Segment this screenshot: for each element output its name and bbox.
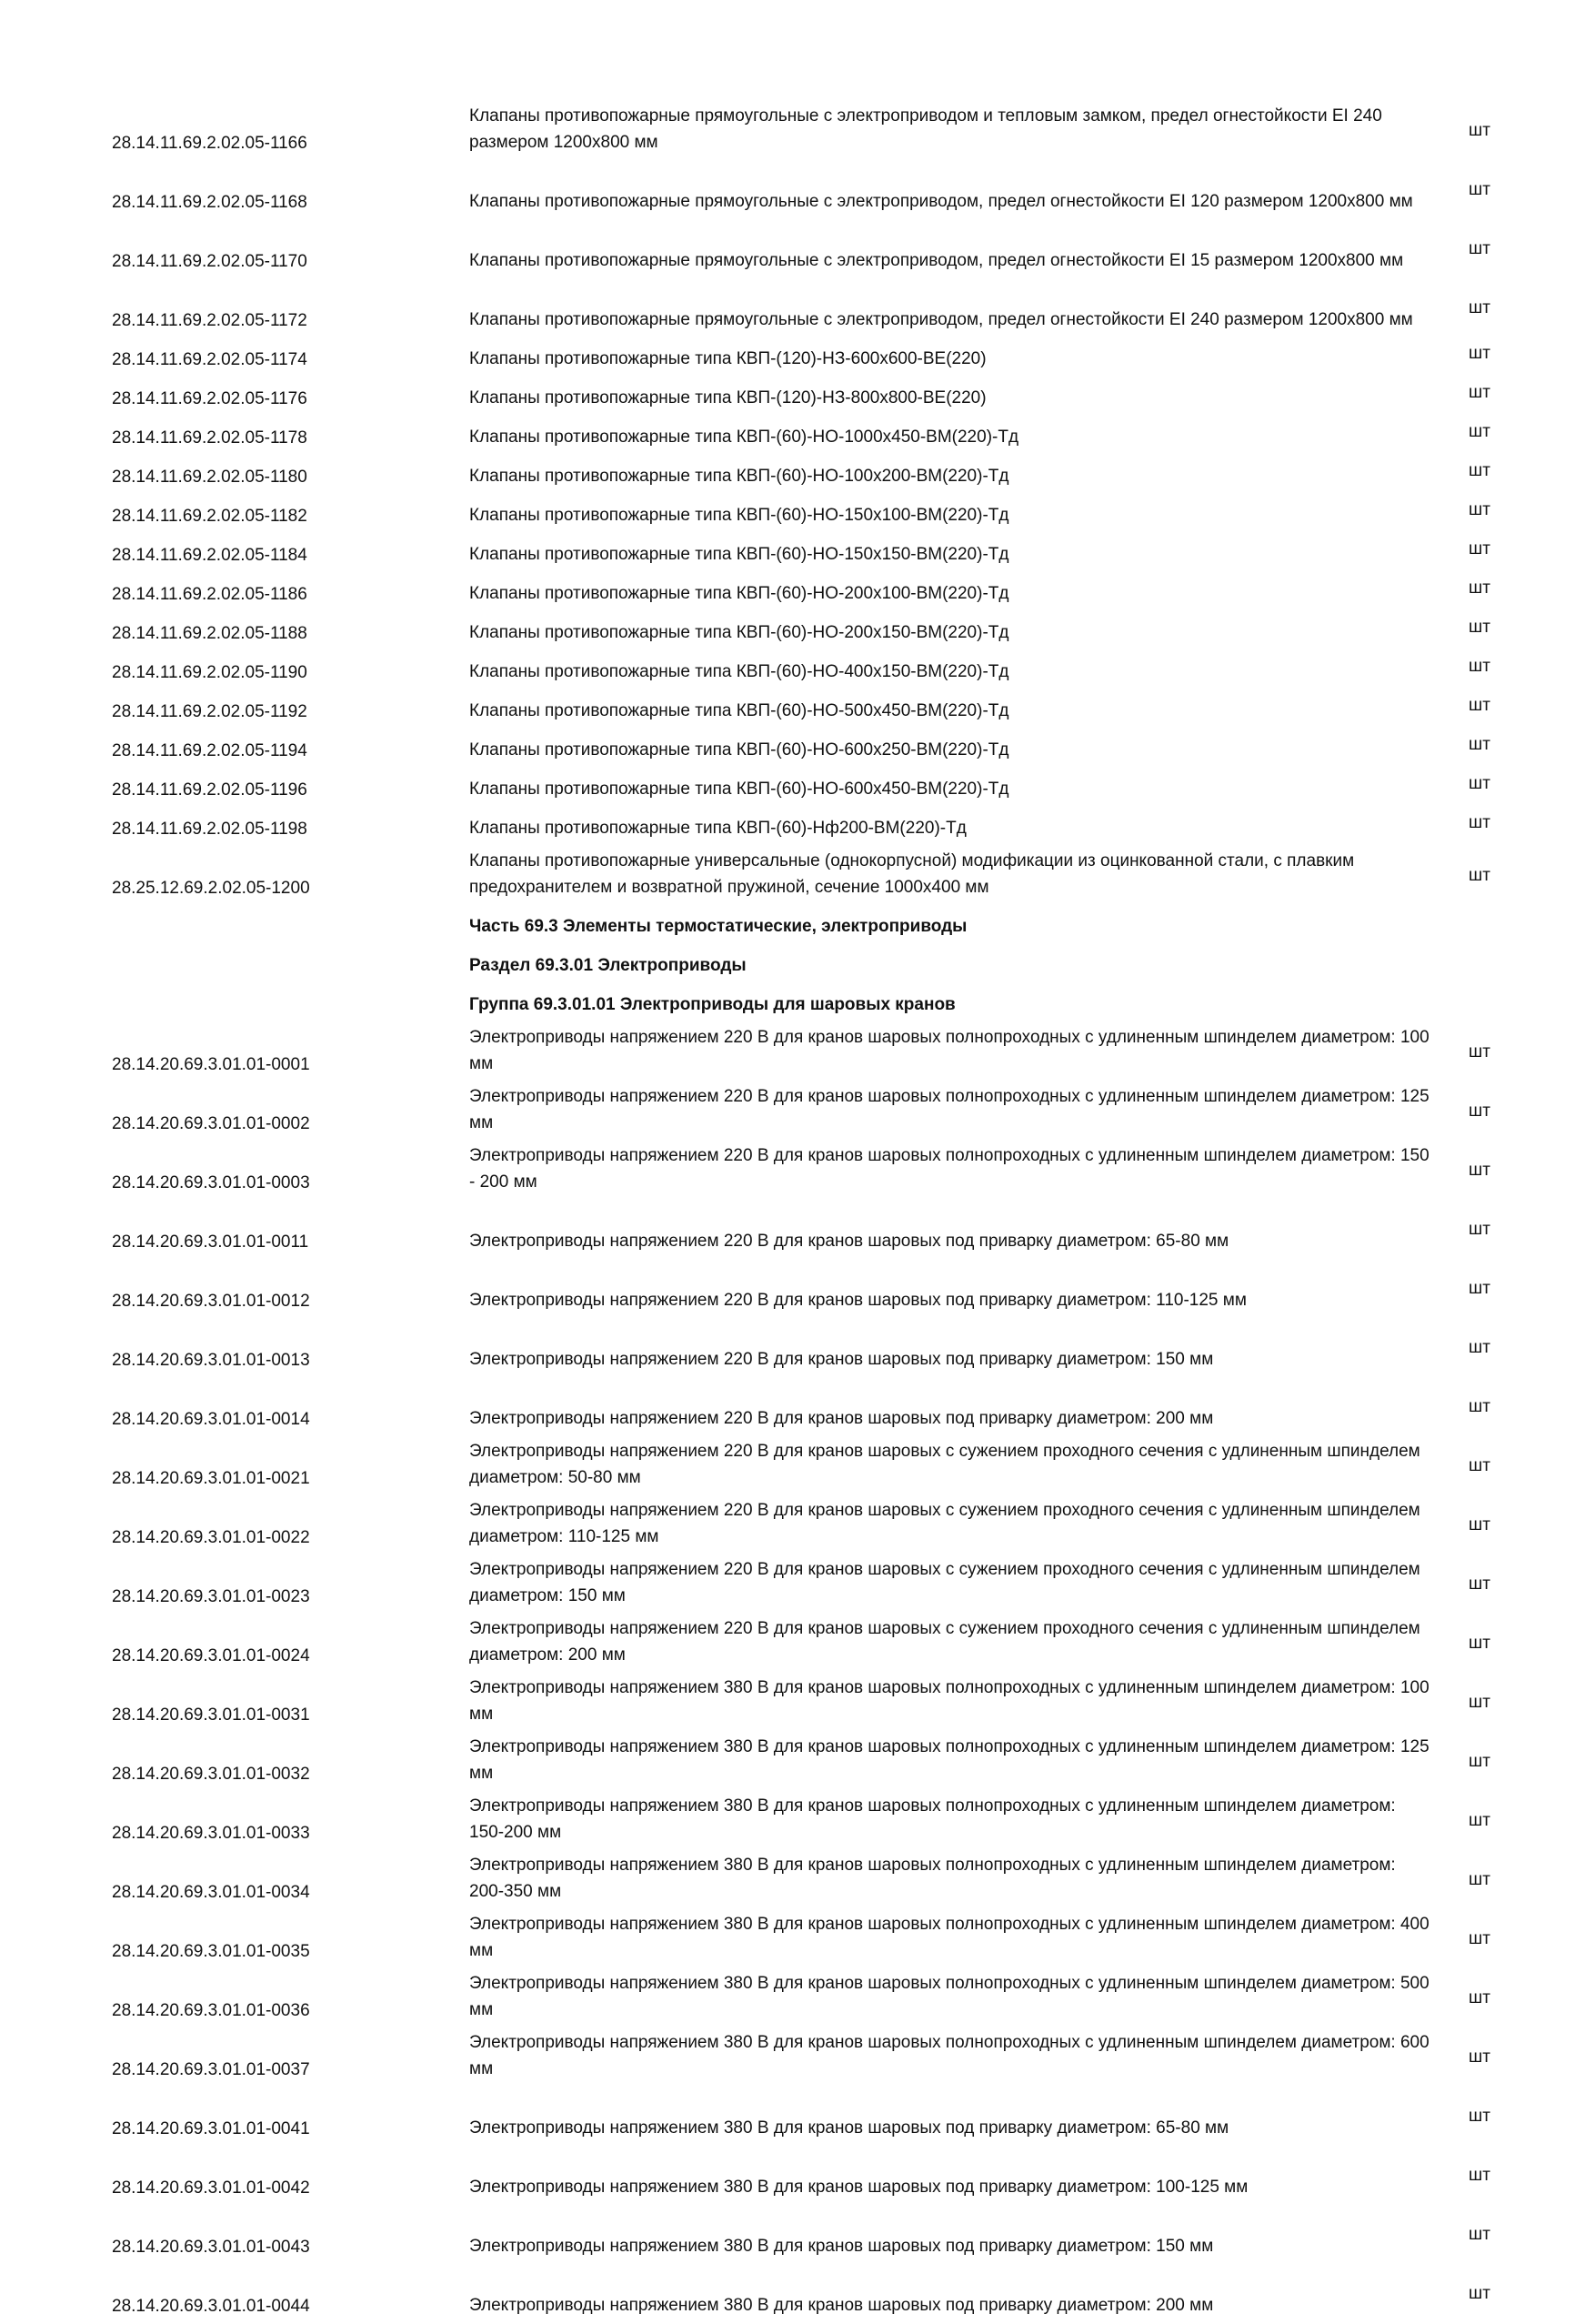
section-heading-row	[0, 945, 1595, 984]
row-unit: шт	[1469, 121, 1490, 140]
row-code: 28.14.11.69.2.02.05-1198	[112, 820, 307, 839]
row-code: 28.14.20.69.3.01.01-0021	[112, 1469, 310, 1488]
table-row	[0, 1910, 1595, 1969]
row-description: Клапаны противопожарные типа КВП-(60)-НО-150х100-ВМ(220)-Тд	[469, 506, 1009, 525]
row-unit: шт	[1469, 239, 1490, 258]
section-heading-row	[0, 984, 1595, 1023]
row-code: 28.14.20.69.3.01.01-0024	[112, 1646, 310, 1665]
row-description: Электроприводы напряжением 380 В для кранов шаровых под приварку диаметром: 150 мм	[469, 2237, 1214, 2256]
row-unit: шт	[1469, 1811, 1490, 1830]
row-description: Электроприводы напряжением 220 В для кранов шаровых под приварку диаметром: 150 мм	[469, 1350, 1214, 1369]
table-row	[0, 1201, 1595, 1260]
row-unit: шт	[1469, 2047, 1490, 2067]
row-description: Электроприводы напряжением 380 В для кранов шаровых полнопроходных с удлиненным шпинделем диаметром: 150-200 мм	[469, 1796, 1396, 1842]
row-code: 28.14.20.69.3.01.01-0033	[112, 1824, 310, 1843]
row-code: 28.14.11.69.2.02.05-1190	[112, 663, 307, 682]
row-description: Электроприводы напряжением 380 В для кранов шаровых полнопроходных с удлиненным шпинделем диаметром: 600 мм	[469, 2033, 1429, 2078]
row-unit: шт	[1469, 735, 1490, 754]
row-code: 28.14.11.69.2.02.05-1182	[112, 507, 307, 526]
row-description: Клапаны противопожарные типа КВП-(60)-НО-1000х450-ВМ(220)-Тд	[469, 428, 1019, 447]
row-unit: шт	[1469, 1752, 1490, 1771]
row-code: 28.14.20.69.3.01.01-0044	[112, 2297, 310, 2316]
row-code: 28.14.11.69.2.02.05-1168	[112, 193, 307, 212]
row-code: 28.14.20.69.3.01.01-0003	[112, 1173, 310, 1192]
row-description: Электроприводы напряжением 380 В для кранов шаровых полнопроходных с удлиненным шпинделем диаметром: 500 мм	[469, 1974, 1429, 2019]
row-code: 28.14.20.69.3.01.01-0032	[112, 1765, 310, 1784]
row-unit: шт	[1469, 2107, 1490, 2126]
row-description: Электроприводы напряжением 220 В для кранов шаровых под приварку диаметром: 110-125 мм	[469, 1291, 1247, 1310]
row-code: 28.14.20.69.3.01.01-0037	[112, 2060, 310, 2079]
row-code: 28.14.11.69.2.02.05-1176	[112, 389, 307, 408]
row-unit: шт	[1469, 1338, 1490, 1357]
row-unit: шт	[1469, 1634, 1490, 1653]
row-description: Электроприводы напряжением 220 В для кранов шаровых под приварку диаметром: 65-80 мм	[469, 1232, 1229, 1251]
row-code: 28.14.11.69.2.02.05-1184	[112, 546, 307, 565]
row-description: Электроприводы напряжением 380 В для кранов шаровых полнопроходных с удлиненным шпинделем диаметром: 125 мм	[469, 1737, 1429, 1783]
row-unit: шт	[1469, 1397, 1490, 1416]
row-code: 28.14.20.69.3.01.01-0036	[112, 2001, 310, 2020]
row-description: Электроприводы напряжением 220 В для кранов шаровых полнопроходных с удлиненным шпинделем диаметром: 125 мм	[469, 1087, 1429, 1132]
row-description: Электроприводы напряжением 380 В для кранов шаровых полнопроходных с удлиненным шпинделем диаметром: 100 мм	[469, 1678, 1429, 1724]
row-unit: шт	[1469, 1042, 1490, 1061]
table-row	[0, 1082, 1595, 1142]
table-row	[0, 769, 1595, 808]
row-description: Клапаны противопожарные прямоугольные с электроприводом и тепловым замком, предел огнестойкости EI 240 размером 1200х800 мм	[469, 106, 1382, 152]
table-row	[0, 2088, 1595, 2147]
row-code: 28.14.20.69.3.01.01-0011	[112, 1232, 309, 1252]
row-unit: шт	[1469, 2225, 1490, 2244]
row-code: 28.14.11.69.2.02.05-1192	[112, 702, 307, 721]
row-code: 28.14.20.69.3.01.01-0034	[112, 1883, 310, 1902]
row-code: 28.14.11.69.2.02.05-1180	[112, 468, 307, 487]
row-code: 28.14.11.69.2.02.05-1186	[112, 585, 307, 604]
table-row	[0, 690, 1595, 729]
table-row	[0, 1378, 1595, 1437]
table-row	[0, 1733, 1595, 1792]
row-code: 28.14.11.69.2.02.05-1196	[112, 780, 307, 800]
row-description: Электроприводы напряжением 220 В для кранов шаровых с сужением проходного сечения с удлиненным шпинделем диаметром: 50-80 мм	[469, 1442, 1420, 1487]
row-unit: шт	[1469, 500, 1490, 519]
price-table	[0, 102, 1595, 2324]
row-description: Электроприводы напряжением 380 В для кранов шаровых полнопроходных с удлиненным шпинделем диаметром: 400 мм	[469, 1915, 1429, 1960]
table-row	[0, 1142, 1595, 1201]
row-code: 28.14.11.69.2.02.05-1174	[112, 350, 307, 369]
row-description: Клапаны противопожарные типа КВП-(60)-НО-600х250-ВМ(220)-Тд	[469, 740, 1009, 760]
row-unit: шт	[1469, 422, 1490, 441]
table-row	[0, 1437, 1595, 1496]
row-description: Клапаны противопожарные прямоугольные с электроприводом, предел огнестойкости EI 120 размером 1200х800 мм	[469, 192, 1413, 211]
row-code: 28.14.11.69.2.02.05-1170	[112, 252, 307, 271]
row-unit: шт	[1469, 1988, 1490, 2007]
row-description: Клапаны противопожарные типа КВП-(60)-НО-200х100-ВМ(220)-Тд	[469, 584, 1009, 603]
row-unit: шт	[1469, 461, 1490, 480]
table-row	[0, 161, 1595, 220]
row-description: Электроприводы напряжением 380 В для кранов шаровых под приварку диаметром: 100-125 мм	[469, 2178, 1249, 2197]
table-row	[0, 102, 1595, 161]
table-row	[0, 1319, 1595, 1378]
row-description: Электроприводы напряжением 380 В для кранов шаровых под приварку диаметром: 200 мм	[469, 2296, 1214, 2315]
section-heading: Раздел 69.3.01 Электроприводы	[469, 956, 747, 975]
table-row	[0, 612, 1595, 651]
table-row	[0, 1615, 1595, 1674]
row-unit: шт	[1469, 696, 1490, 715]
row-unit: шт	[1469, 578, 1490, 598]
row-code: 28.14.20.69.3.01.01-0023	[112, 1587, 310, 1606]
table-row	[0, 2265, 1595, 2324]
table-row	[0, 729, 1595, 769]
row-unit: шт	[1469, 618, 1490, 637]
row-code: 28.14.11.69.2.02.05-1166	[112, 134, 307, 153]
table-row	[0, 1496, 1595, 1555]
table-row	[0, 808, 1595, 847]
row-description: Клапаны противопожарные типа КВП-(60)-НО-100х200-ВМ(220)-Тд	[469, 467, 1009, 486]
table-row	[0, 417, 1595, 456]
table-row	[0, 1969, 1595, 2028]
row-description: Клапаны противопожарные универсальные (однокорпусной) модификации из оцинкованной стали, с плавким предохранителем и возвратной пружиной, сечение 1000х400 мм	[469, 851, 1355, 897]
table-row	[0, 2147, 1595, 2206]
row-description: Электроприводы напряжением 220 В для кранов шаровых полнопроходных с удлиненным шпинделем диаметром: 100 мм	[469, 1028, 1429, 1073]
table-row	[0, 456, 1595, 495]
row-description: Клапаны противопожарные типа КВП-(60)-НО-500х450-ВМ(220)-Тд	[469, 701, 1009, 720]
table-row	[0, 847, 1595, 906]
row-code: 28.14.20.69.3.01.01-0043	[112, 2238, 310, 2257]
row-code: 28.14.20.69.3.01.01-0041	[112, 2119, 310, 2138]
row-unit: шт	[1469, 1693, 1490, 1712]
row-description: Электроприводы напряжением 220 В для кранов шаровых с сужением проходного сечения с удлиненным шпинделем диаметром: 200 мм	[469, 1619, 1420, 1665]
row-code: 28.14.20.69.3.01.01-0014	[112, 1410, 310, 1429]
table-row	[0, 1260, 1595, 1319]
table-row	[0, 220, 1595, 279]
table-row	[0, 1792, 1595, 1851]
row-code: 28.14.20.69.3.01.01-0022	[112, 1528, 310, 1547]
row-unit: шт	[1469, 539, 1490, 558]
row-unit: шт	[1469, 1515, 1490, 1534]
table-row	[0, 338, 1595, 377]
table-row	[0, 1023, 1595, 1082]
row-code: 28.14.11.69.2.02.05-1178	[112, 428, 307, 448]
table-row	[0, 534, 1595, 573]
row-code: 28.14.20.69.3.01.01-0002	[112, 1114, 310, 1133]
table-row	[0, 1555, 1595, 1615]
row-description: Клапаны противопожарные типа КВП-(60)-Нф200-ВМ(220)-Тд	[469, 819, 967, 838]
row-unit: шт	[1469, 1161, 1490, 1180]
row-code: 28.14.11.69.2.02.05-1194	[112, 741, 307, 760]
row-unit: шт	[1469, 180, 1490, 199]
row-unit: шт	[1469, 2166, 1490, 2185]
row-description: Клапаны противопожарные типа КВП-(120)-НЗ-800х800-ВЕ(220)	[469, 388, 987, 407]
row-code: 28.14.20.69.3.01.01-0001	[112, 1055, 310, 1074]
row-unit: шт	[1469, 1220, 1490, 1239]
table-row	[0, 1674, 1595, 1733]
row-description: Электроприводы напряжением 220 В для кранов шаровых под приварку диаметром: 200 мм	[469, 1409, 1214, 1428]
row-unit: шт	[1469, 813, 1490, 832]
row-unit: шт	[1469, 383, 1490, 402]
table-row	[0, 573, 1595, 612]
table-row	[0, 2028, 1595, 2088]
row-code: 28.14.20.69.3.01.01-0031	[112, 1705, 310, 1725]
row-description: Клапаны противопожарные прямоугольные с электроприводом, предел огнестойкости EI 15 размером 1200х800 мм	[469, 251, 1404, 270]
row-unit: шт	[1469, 1870, 1490, 1889]
row-description: Клапаны противопожарные типа КВП-(60)-НО-200х150-ВМ(220)-Тд	[469, 623, 1009, 642]
row-description: Электроприводы напряжением 220 В для кранов шаровых с сужением проходного сечения с удлиненным шпинделем диаметром: 150 мм	[469, 1560, 1420, 1605]
table-row	[0, 377, 1595, 417]
row-code: 28.14.20.69.3.01.01-0035	[112, 1942, 310, 1961]
row-description: Клапаны противопожарные прямоугольные с электроприводом, предел огнестойкости EI 240 размером 1200х800 мм	[469, 310, 1413, 329]
row-unit: шт	[1469, 657, 1490, 676]
row-description: Клапаны противопожарные типа КВП-(60)-НО-150х150-ВМ(220)-Тд	[469, 545, 1009, 564]
row-unit: шт	[1469, 866, 1490, 885]
table-row	[0, 1851, 1595, 1910]
row-description: Клапаны противопожарные типа КВП-(60)-НО-400х150-ВМ(220)-Тд	[469, 662, 1009, 681]
row-unit: шт	[1469, 1929, 1490, 1948]
row-description: Клапаны противопожарные типа КВП-(60)-НО-600х450-ВМ(220)-Тд	[469, 780, 1009, 799]
table-row	[0, 495, 1595, 534]
row-code: 28.14.11.69.2.02.05-1188	[112, 624, 307, 643]
section-heading: Часть 69.3 Элементы термостатические, электроприводы	[469, 917, 968, 936]
row-unit: шт	[1469, 2284, 1490, 2303]
row-description: Электроприводы напряжением 220 В для кранов шаровых полнопроходных с удлиненным шпинделем диаметром: 150 - 200 мм	[469, 1146, 1429, 1192]
section-heading: Группа 69.3.01.01 Электроприводы для шаровых кранов	[469, 995, 956, 1014]
table-row	[0, 2206, 1595, 2265]
row-unit: шт	[1469, 1456, 1490, 1475]
section-heading-row	[0, 906, 1595, 945]
row-code: 28.14.11.69.2.02.05-1172	[112, 311, 307, 330]
row-unit: шт	[1469, 1279, 1490, 1298]
row-description: Клапаны противопожарные типа КВП-(120)-НЗ-600х600-ВЕ(220)	[469, 349, 987, 368]
row-description: Электроприводы напряжением 380 В для кранов шаровых полнопроходных с удлиненным шпинделем диаметром: 200-350 мм	[469, 1856, 1396, 1901]
row-unit: шт	[1469, 1574, 1490, 1594]
row-code: 28.14.20.69.3.01.01-0012	[112, 1292, 310, 1311]
row-unit: шт	[1469, 298, 1490, 317]
row-code: 28.14.20.69.3.01.01-0013	[112, 1351, 310, 1370]
table-row	[0, 279, 1595, 338]
row-unit: шт	[1469, 1102, 1490, 1121]
row-code: 28.14.20.69.3.01.01-0042	[112, 2178, 310, 2198]
table-row	[0, 651, 1595, 690]
row-unit: шт	[1469, 344, 1490, 363]
row-description: Электроприводы напряжением 380 В для кранов шаровых под приварку диаметром: 65-80 мм	[469, 2118, 1229, 2138]
row-unit: шт	[1469, 774, 1490, 793]
row-description: Электроприводы напряжением 220 В для кранов шаровых с сужением проходного сечения с удлиненным шпинделем диаметром: 110-125 мм	[469, 1501, 1420, 1546]
row-code: 28.25.12.69.2.02.05-1200	[112, 879, 310, 898]
